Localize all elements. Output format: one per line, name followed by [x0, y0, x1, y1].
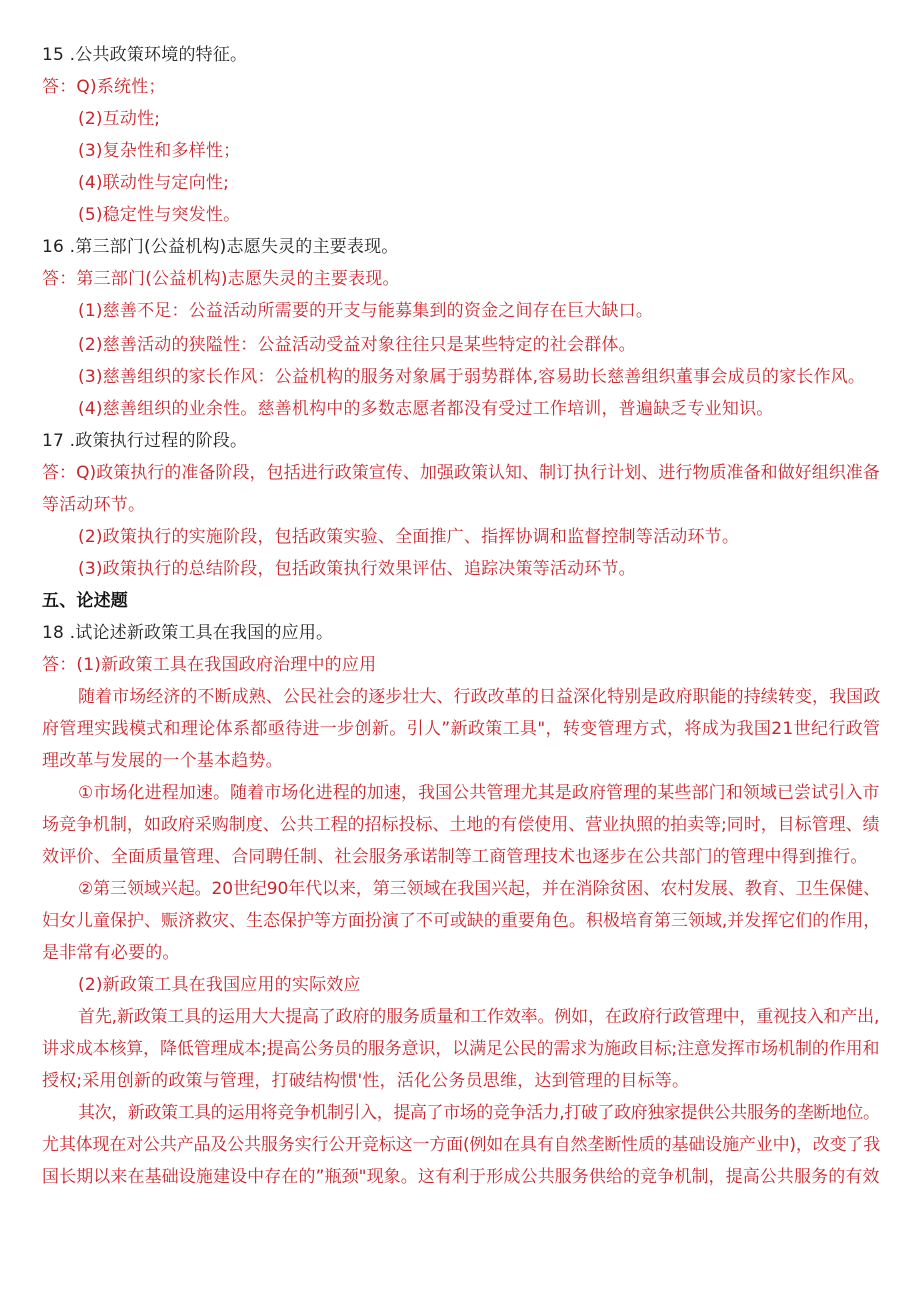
- answer-line: (3)复杂性和多样性；: [78, 141, 241, 161]
- answer-line: 授权;采用创新的政策与管理，打破结构惯'性，活化公务员思维，达到管理的目标等。: [42, 1071, 690, 1091]
- answer-line: 等活动环节。: [42, 495, 146, 515]
- question-line: 16 .第三部门(公益机构)志愿失灵的主要表现。: [42, 237, 399, 257]
- answer-line: 尤其体现在对公共产品及公共服务实行公开竞标这一方面(例如在具有自然垄断性质的基础设施产业中)，改变了我: [42, 1135, 881, 1155]
- answer-line: 效评价、全面质量管理、合同聘任制、社会服务承诺制等工商管理技术也逐步在公共部门的管理中得到推行。: [42, 847, 868, 867]
- answer-line: 妇女儿童保护、赈济救灾、生态保护等方面扮演了不可或缺的重要角色。积极培育第三领域,并发挥它们的作用，: [42, 911, 881, 931]
- answer-line: 国长期以来在基础设施建设中存在的”瓶颈"现象。这有利于形成公共服务供给的竞争机制，提高公共服务的有效: [42, 1167, 880, 1187]
- answer-line: 是非常有必要的。: [42, 943, 180, 963]
- answer-line: (2)慈善活动的狭隘性：公益活动受益对象往往只是某些特定的社会群体。: [78, 335, 636, 355]
- section-heading: 五、论述题: [42, 591, 128, 611]
- question-line: 17 .政策执行过程的阶段。: [42, 431, 248, 451]
- answer-line: (3)政策执行的总结阶段，包括政策执行效果评估、追踪决策等活动环节。: [78, 559, 636, 579]
- answer-line: 讲求成本核算，降低管理成本;提高公务员的服务意识，以满足公民的需求为施政目标;注意发挥市场机制的作用和: [42, 1039, 880, 1059]
- answer-line: (2)互动性;: [78, 109, 161, 129]
- answer-line: ②第三领域兴起。20世纪90年代以来，第三领域在我国兴起，并在消除贫困、农村发展、教育、卫生保健、: [78, 879, 880, 899]
- answer-line: (4)联动性与定向性;: [78, 173, 230, 193]
- answer-line: 答：Q)系统性；: [42, 77, 166, 97]
- answer-line: 答：Q)政策执行的准备阶段，包括进行政策宣传、加强政策认知、制订执行计划、进行物质准备和做好组织准备: [42, 463, 880, 483]
- answer-line: 随着市场经济的不断成熟、公民社会的逐步壮大、行政改革的日益深化特别是政府职能的持续转变，我国政: [78, 687, 881, 707]
- answer-line: 首先,新政策工具的运用大大提高了政府的服务质量和工作效率。例如，在政府行政管理中，重视技入和产出,: [78, 1007, 880, 1027]
- answer-line: (4)慈善组织的业余性。慈善机构中的多数志愿者都没有受过工作培训，普遍缺乏专业知识。: [78, 399, 774, 419]
- answer-line: 府管理实践模式和理论体系都亟待进一步创新。引人”新政策工具"，转变管理方式，将成为我国21世纪行政管: [42, 719, 881, 739]
- question-line: 18 .试论述新政策工具在我国的应用。: [42, 623, 334, 643]
- answer-line: ①市场化进程加速。随着市场化进程的加速，我国公共管理尤其是政府管理的某些部门和领域已尝试引入市: [78, 783, 880, 803]
- answer-line: (5)稳定性与突发性。: [78, 205, 241, 225]
- answer-line: 理改革与发展的一个基本趋势。: [42, 751, 283, 771]
- answer-line: (3)慈善组织的家长作风：公益机构的服务对象属于弱势群体,容易助长慈善组织董事会成员的家长作风。: [78, 367, 866, 387]
- answer-line: (2)政策执行的实施阶段，包括政策实验、全面推广、指挥协调和监督控制等活动环节。: [78, 527, 740, 547]
- question-line: 15 .公共政策环境的特征。: [42, 45, 248, 65]
- answer-line: (1)慈善不足：公益活动所需要的开支与能募集到的资金之间存在巨大缺口。: [78, 301, 654, 321]
- answer-line: 其次，新政策工具的运用将竞争机制引入，提高了市场的竞争活力,打破了政府独家提供公共服务的垄断地位。: [78, 1103, 880, 1123]
- answer-line: (2)新政策工具在我国应用的实际效应: [78, 975, 361, 995]
- answer-line: 答：第三部门(公益机构)志愿失灵的主要表现。: [42, 269, 400, 289]
- answer-line: 场竞争机制，如政府采购制度、公共工程的招标投标、土地的有偿使用、营业执照的拍卖等;同时，目标管理、绩: [42, 815, 880, 835]
- answer-line: 答：(1)新政策工具在我国政府治理中的应用: [42, 655, 377, 675]
